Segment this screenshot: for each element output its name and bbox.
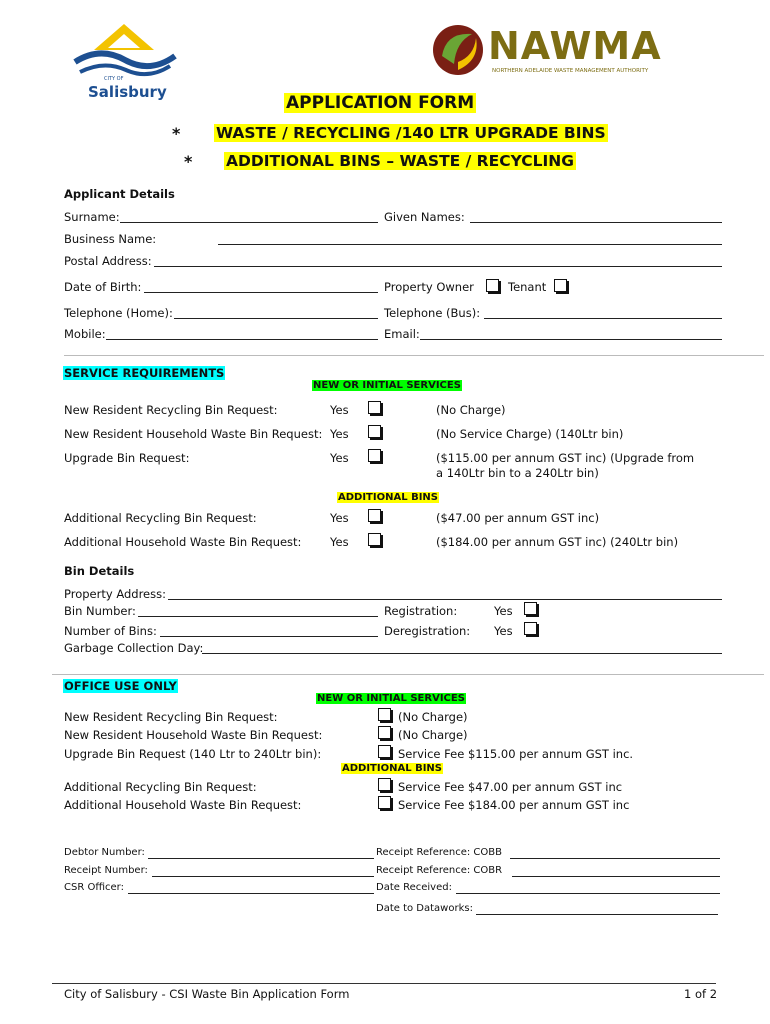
- nawma-logo-tagline: NORTHERN ADELAIDE WASTE MANAGEMENT AUTHORITY: [492, 68, 649, 74]
- office-heading: OFFICE USE ONLY: [64, 679, 177, 693]
- business-name-field[interactable]: [218, 244, 722, 245]
- office-row-2-checkbox[interactable]: [378, 726, 391, 739]
- footer-divider: [52, 983, 716, 984]
- nawma-logo-icon: [428, 20, 490, 80]
- office-row-5-checkbox[interactable]: [378, 796, 391, 809]
- svc-row-1-note: (No Charge): [436, 403, 506, 417]
- deregistration-yes: Yes: [494, 624, 513, 638]
- office-row-4-note: Service Fee $47.00 per annum GST inc: [398, 780, 623, 794]
- email-field[interactable]: [420, 339, 722, 340]
- tel-home-label: Telephone (Home):: [64, 306, 173, 320]
- office-row-2-note: (No Charge): [398, 728, 468, 742]
- receipt-ref-1-field[interactable]: [510, 858, 720, 859]
- bin-number-field[interactable]: [138, 616, 378, 617]
- nawma-logo-name: NAWMA: [488, 24, 662, 68]
- svc-row-4-label: Additional Recycling Bin Request:: [64, 511, 257, 525]
- nawma-logo: [428, 20, 688, 80]
- office-row-3-note: Service Fee $115.00 per annum GST inc.: [398, 747, 634, 761]
- dob-field[interactable]: [144, 292, 378, 293]
- divider-1: [64, 355, 764, 356]
- csr-officer-field[interactable]: [128, 893, 374, 894]
- svc-row-5-note: ($184.00 per annum GST inc) (240Ltr bin): [436, 535, 679, 549]
- office-row-1-checkbox[interactable]: [378, 708, 391, 721]
- svc-row-3-note: ($115.00 per annum GST inc) (Upgrade from: [436, 451, 695, 465]
- divider-2: [52, 674, 764, 675]
- postal-address-label: Postal Address:: [64, 254, 152, 268]
- debtor-number-field[interactable]: [148, 858, 374, 859]
- svc-row-5-label: Additional Household Waste Bin Request:: [64, 535, 302, 549]
- office-row-5-label: Additional Household Waste Bin Request:: [64, 798, 302, 812]
- office-row-1-label: New Resident Recycling Bin Request:: [64, 710, 278, 724]
- tenant-checkbox[interactable]: [554, 279, 567, 292]
- salisbury-logo-name: Salisbury: [88, 83, 167, 101]
- tenant-label: Tenant: [508, 280, 547, 294]
- svc-row-1-checkbox[interactable]: [368, 401, 381, 414]
- date-received-field[interactable]: [456, 893, 720, 894]
- garbage-day-field[interactable]: [202, 653, 722, 654]
- deregistration-checkbox[interactable]: [524, 622, 537, 635]
- office-row-2-label: New Resident Household Waste Bin Request:: [64, 728, 323, 742]
- svc-row-2-yes: Yes: [330, 427, 349, 441]
- receipt-number-field[interactable]: [152, 876, 374, 877]
- tel-bus-field[interactable]: [484, 318, 722, 319]
- surname-label: Surname:: [64, 210, 120, 224]
- registration-yes: Yes: [494, 604, 513, 618]
- garbage-day-label: Garbage Collection Day:: [64, 641, 204, 655]
- business-name-label: Business Name:: [64, 232, 157, 246]
- office-row-3-label: Upgrade Bin Request (140 Ltr to 240Ltr bin):: [64, 747, 322, 761]
- service-new-heading: NEW OR INITIAL SERVICES: [313, 380, 461, 391]
- svc-row-4-note: ($47.00 per annum GST inc): [436, 511, 600, 525]
- office-new-heading: NEW OR INITIAL SERVICES: [317, 693, 465, 704]
- salisbury-logo: [70, 20, 180, 102]
- receipt-ref-2-field[interactable]: [512, 876, 720, 877]
- office-additional-heading: ADDITIONAL BINS: [342, 763, 442, 774]
- title-star-2: *: [184, 152, 193, 171]
- office-row-4-checkbox[interactable]: [378, 778, 391, 791]
- footer-left: City of Salisbury - CSI Waste Bin Application Form: [64, 987, 350, 1001]
- title-line-2: ADDITIONAL BINS – WASTE / RECYCLING: [226, 152, 574, 170]
- office-row-5-note: Service Fee $184.00 per annum GST inc: [398, 798, 630, 812]
- title-line-1: WASTE / RECYCLING /140 LTR UPGRADE BINS: [216, 124, 606, 142]
- svc-row-5-yes: Yes: [330, 535, 349, 549]
- svc-row-3-label: Upgrade Bin Request:: [64, 451, 190, 465]
- postal-address-field[interactable]: [154, 266, 722, 267]
- service-heading: SERVICE REQUIREMENTS: [64, 366, 225, 380]
- property-address-field[interactable]: [168, 599, 722, 600]
- date-received-label: Date Received:: [376, 882, 452, 893]
- given-names-field[interactable]: [470, 222, 722, 223]
- form-title: APPLICATION FORM: [286, 93, 475, 113]
- dob-label: Date of Birth:: [64, 280, 142, 294]
- footer-page-number: 1 of 2: [684, 987, 718, 1001]
- tel-home-field[interactable]: [174, 318, 378, 319]
- svc-row-3-yes: Yes: [330, 451, 349, 465]
- svc-row-4-checkbox[interactable]: [368, 509, 381, 522]
- surname-field[interactable]: [120, 222, 378, 223]
- applicant-heading: Applicant Details: [64, 187, 175, 201]
- salisbury-logo-small: CITY OF: [104, 76, 124, 82]
- svc-row-5-checkbox[interactable]: [368, 533, 381, 546]
- receipt-number-label: Receipt Number:: [64, 865, 148, 876]
- date-to-dataworks-field[interactable]: [476, 914, 718, 915]
- svc-row-3-checkbox[interactable]: [368, 449, 381, 462]
- title-star-1: *: [172, 124, 181, 143]
- salisbury-logo-icon: [70, 20, 180, 80]
- deregistration-label: Deregistration:: [384, 624, 471, 638]
- office-row-3-checkbox[interactable]: [378, 745, 391, 758]
- office-row-1-note: (No Charge): [398, 710, 468, 724]
- bin-details-heading: Bin Details: [64, 564, 135, 578]
- property-owner-label: Property Owner: [384, 280, 474, 294]
- debtor-number-label: Debtor Number:: [64, 847, 145, 858]
- svc-row-2-label: New Resident Household Waste Bin Request:: [64, 427, 323, 441]
- property-address-label: Property Address:: [64, 587, 166, 601]
- svc-row-2-checkbox[interactable]: [368, 425, 381, 438]
- svc-row-2-note: (No Service Charge) (140Ltr bin): [436, 427, 624, 441]
- mobile-field[interactable]: [106, 339, 378, 340]
- mobile-label: Mobile:: [64, 327, 106, 341]
- number-of-bins-label: Number of Bins:: [64, 624, 157, 638]
- svc-row-1-yes: Yes: [330, 403, 349, 417]
- receipt-ref-2-label: Receipt Reference: COBR: [376, 865, 503, 876]
- email-label: Email:: [384, 327, 420, 341]
- bin-number-label: Bin Number:: [64, 604, 136, 618]
- property-owner-checkbox[interactable]: [486, 279, 499, 292]
- receipt-ref-1-label: Receipt Reference: COBB: [376, 847, 503, 858]
- registration-checkbox[interactable]: [524, 602, 537, 615]
- csr-officer-label: CSR Officer:: [64, 882, 124, 893]
- svc-row-4-yes: Yes: [330, 511, 349, 525]
- registration-label: Registration:: [384, 604, 458, 618]
- given-names-label: Given Names:: [384, 210, 465, 224]
- svc-row-1-label: New Resident Recycling Bin Request:: [64, 403, 278, 417]
- office-row-4-label: Additional Recycling Bin Request:: [64, 780, 257, 794]
- service-additional-heading: ADDITIONAL BINS: [338, 492, 438, 503]
- svc-row-3-note2: a 140Ltr bin to a 240Ltr bin): [436, 466, 599, 480]
- tel-bus-label: Telephone (Bus):: [384, 306, 481, 320]
- date-to-dataworks-label: Date to Dataworks:: [376, 903, 473, 914]
- number-of-bins-field[interactable]: [160, 636, 378, 637]
